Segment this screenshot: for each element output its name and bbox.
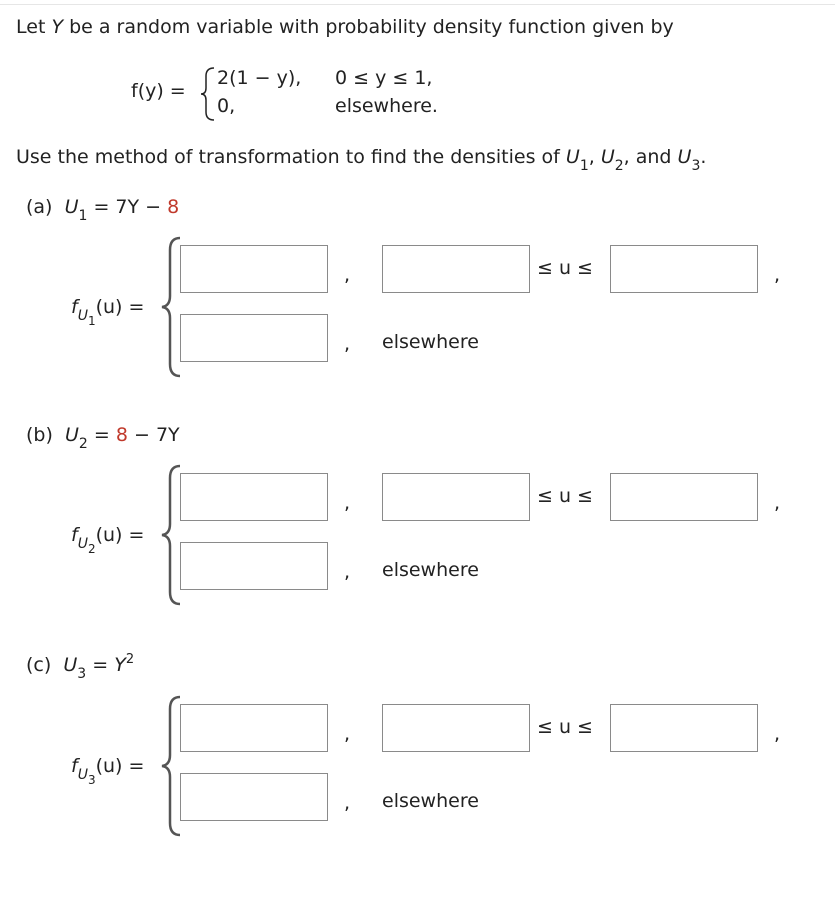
part-b-heading: (b) $U_2 = 8 - 7Y$ [26,424,180,452]
pdf-case2-expr: 0, [217,95,236,117]
comma: , [774,723,781,745]
comma: , [344,792,351,814]
part-c-lower-input[interactable] [382,704,530,752]
part-c-upper-input[interactable] [610,704,758,752]
part-b-elsewhere: elsewhere [382,559,479,581]
part-b-upper-input[interactable] [610,473,758,521]
comma: , [774,264,781,286]
problem-intro: Let Y be a random variable with probability density function given by [16,16,674,38]
part-a-elsewhere: elsewhere [382,331,479,353]
part-b-f-label: $f_{U2}(u)$ = [71,524,145,556]
part-a-range-text: ≤ u ≤ [537,257,593,279]
comma: , [344,492,351,514]
part-b-else-input[interactable] [180,542,328,590]
part-c-heading: (c) $U_3 = Y^2$ [26,652,135,682]
comma: , [344,561,351,583]
pdf-brace [200,66,218,122]
part-c-else-input[interactable] [180,773,328,821]
part-c-expr-input[interactable] [180,704,328,752]
part-a-lower-input[interactable] [382,245,530,293]
part-a-expr-input[interactable] [180,245,328,293]
part-c-elsewhere: elsewhere [382,790,479,812]
comma: , [344,264,351,286]
part-b-expr-input[interactable] [180,473,328,521]
pdf-case1-expr: 2(1 − y), [217,67,302,89]
part-a-else-input[interactable] [180,314,328,362]
part-b-range-text: ≤ u ≤ [537,485,593,507]
top-divider [0,4,835,5]
part-a-f-label: $f_{U1}(u)$ = [71,296,145,328]
pdf-lhs: f(y) = [131,80,186,102]
instruction: Use the method of transformation to find the densities of $U_1$, $U_2$, and $U_3$. [16,146,707,174]
pdf-case2-cond: elsewhere. [335,95,438,117]
part-b-lower-input[interactable] [382,473,530,521]
pdf-case1-cond: 0 ≤ y ≤ 1, [335,67,433,89]
comma: , [344,333,351,355]
part-a-heading: (a) $U_1 = 7Y - 8$ [26,196,180,224]
part-a-upper-input[interactable] [610,245,758,293]
part-c-range-text: ≤ u ≤ [537,716,593,738]
comma: , [344,723,351,745]
part-c-f-label: $f_{U3}(u)$ = [71,755,145,787]
comma: , [774,492,781,514]
